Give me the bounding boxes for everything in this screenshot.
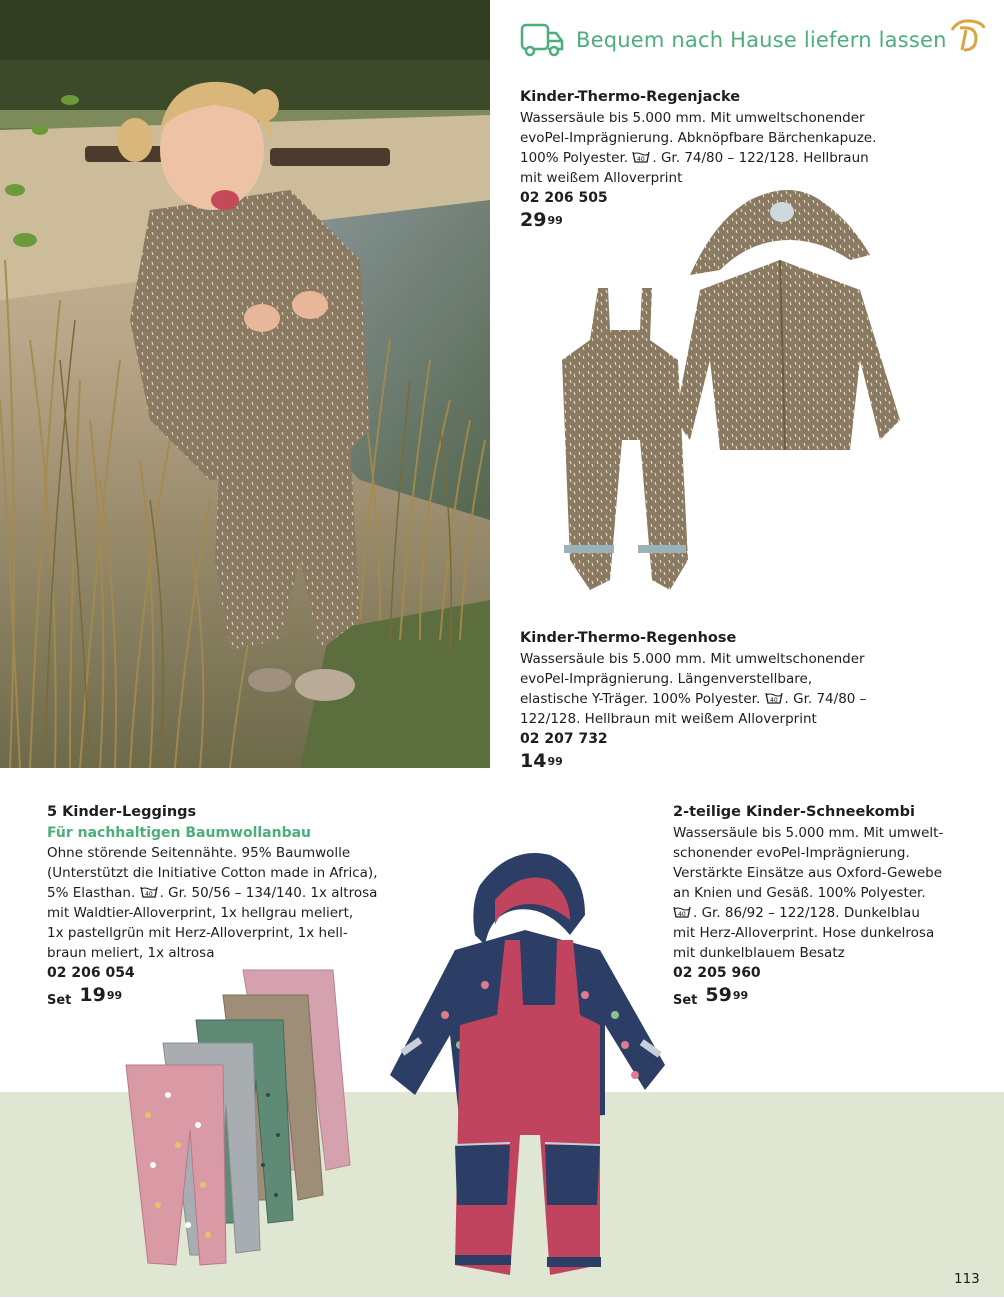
washing-care-icon — [140, 885, 158, 899]
desc-fragment: 5% Elasthan. — [47, 885, 136, 901]
svg-text:40: 40 — [637, 156, 646, 163]
washing-care-icon — [632, 150, 650, 164]
desc-fragment: elastische Y-Träger. 100% Polyester. — [520, 691, 761, 707]
desc-line: Ohne störende Seitennähte. 95% Baumwolle — [47, 845, 351, 861]
product-price — [520, 751, 900, 772]
product-description — [520, 108, 900, 188]
desc-line: Wassersäule bis 5.000 mm. Mit umweltschonender — [520, 651, 865, 667]
desc-fragment: 100% Polyester. — [520, 150, 629, 166]
price-euro: 14 — [520, 750, 547, 772]
desc-fragment: . Gr. 74/80 – 122/128. Hellbraun — [652, 150, 869, 166]
desc-line: mit Waldtier-Alloverprint, 1x hellgrau meliert, — [47, 905, 354, 921]
desc-line: (Unterstützt die Initiative Cotton made in Africa), — [47, 865, 378, 881]
jacket-and-pants-image — [550, 180, 910, 624]
washing-care-icon — [765, 691, 783, 705]
desc-line — [673, 903, 983, 923]
desc-line: Verstärkte Einsätze aus Oxford-Gewebe — [673, 865, 943, 881]
delivery-truck-icon — [520, 22, 564, 58]
leggings-image — [118, 965, 368, 1279]
page-number: 113 — [954, 1271, 980, 1287]
product-sku: 02 207 732 — [520, 731, 608, 747]
svg-text:40: 40 — [769, 697, 778, 704]
tchibo-bean-logo — [948, 16, 988, 58]
desc-line: evoPel-Imprägnierung. Abknöpfbare Bärchenkapuze. — [520, 130, 877, 146]
delivery-banner — [520, 18, 947, 62]
washing-care-icon — [673, 905, 691, 919]
price-cent: 99 — [732, 989, 749, 1002]
product-description — [47, 843, 387, 963]
desc-line: mit Herz-Alloverprint. Hose dunkelrosa — [673, 925, 935, 941]
desc-fragment: . Gr. 86/92 – 122/128. Dunkelblau — [693, 905, 920, 921]
desc-fragment: . Gr. 50/56 – 134/140. 1x altrosa — [159, 885, 378, 901]
product-title: Kinder-Thermo-Regenjacke — [520, 89, 741, 105]
svg-text:40: 40 — [678, 911, 686, 918]
desc-line: 1x pastellgrün mit Herz-Alloverprint, 1x hell- — [47, 925, 348, 941]
desc-line: Wassersäule bis 5.000 mm. Mit umwelt- — [673, 825, 944, 841]
price-cent: 99 — [106, 989, 123, 1002]
desc-line: evoPel-Imprägnierung. Längenverstellbare, — [520, 671, 813, 687]
delivery-text: Bequem nach Hause liefern lassen — [576, 28, 947, 52]
price-prefix: Set — [47, 993, 72, 1008]
desc-line — [520, 148, 900, 168]
desc-line: braun meliert, 1x altrosa — [47, 945, 215, 961]
product-price — [673, 985, 983, 1011]
desc-line: schonender evoPel-Imprägnierung. — [673, 845, 910, 861]
hero-photo-child-in-rainwear — [0, 0, 490, 768]
product-title: Kinder-Thermo-Regenhose — [520, 630, 737, 646]
desc-fragment: . Gr. 74/80 – — [784, 691, 867, 707]
desc-line: Wassersäule bis 5.000 mm. Mit umweltschonender — [520, 110, 865, 126]
desc-line: an Knien und Gesäß. 100% Polyester. — [673, 885, 926, 901]
price-prefix: Set — [673, 993, 698, 1008]
desc-line — [47, 883, 387, 903]
price-euro: 29 — [520, 209, 547, 231]
price-euro: 19 — [79, 984, 106, 1006]
product-subtitle: Für nachhaltigen Baumwollanbau — [47, 825, 312, 841]
desc-line: mit dunkelblauem Besatz — [673, 945, 845, 961]
product-description — [673, 823, 983, 963]
price-cent: 99 — [547, 755, 563, 768]
product-hose — [520, 628, 900, 772]
price-euro: 59 — [705, 984, 732, 1006]
price-cent: 99 — [547, 214, 563, 227]
product-title: 5 Kinder-Leggings — [47, 804, 197, 820]
desc-line: mit weißem Alloverprint — [520, 170, 683, 186]
product-title: 2-teilige Kinder-Schneekombi — [673, 804, 915, 820]
product-sku: 02 205 960 — [673, 965, 761, 981]
product-sku: 02 206 054 — [47, 965, 135, 981]
product-schneekombi — [673, 802, 983, 1011]
product-description — [520, 649, 900, 729]
desc-line — [520, 689, 900, 709]
svg-text:40: 40 — [144, 891, 153, 898]
snowsuit-image — [385, 845, 675, 1299]
desc-line: 122/128. Hellbraun mit weißem Alloverprint — [520, 711, 817, 727]
product-sku: 02 206 505 — [520, 190, 608, 206]
